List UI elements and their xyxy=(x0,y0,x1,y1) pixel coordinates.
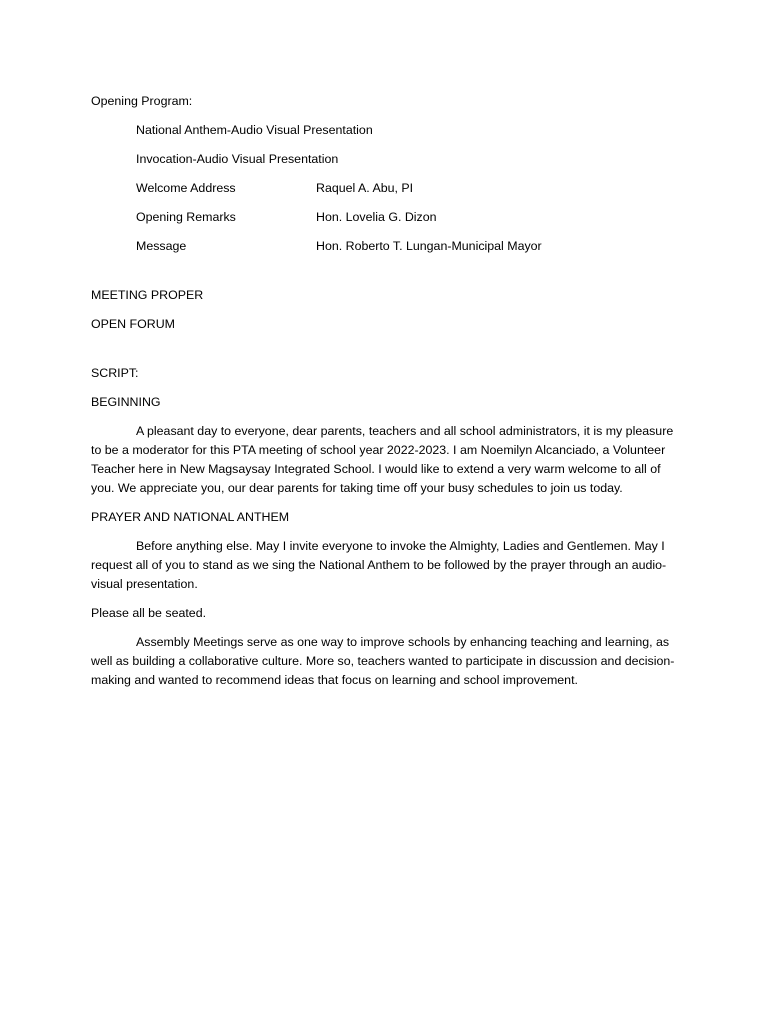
prayer-paragraph: Before anything else. May I invite everyone to invoke the Almighty, Ladies and Gentlemen. May I request all of you to stand as we sing the National Anthem to be followed by the prayer through an audio-visual presentation. xyxy=(91,539,667,591)
spacer xyxy=(91,334,681,354)
document-page xyxy=(91,92,681,690)
program-item-anthem: National Anthem-Audio Visual Presentation xyxy=(136,123,373,137)
spacer xyxy=(91,276,681,286)
program-item-invocation: Invocation-Audio Visual Presentation xyxy=(136,152,339,166)
program-item-label: Welcome Address xyxy=(136,181,236,195)
assembly-paragraph: Assembly Meetings serve as one way to improve schools by enhancing teaching and learning, as well as building a collaborative culture. More so, teachers wanted to participate in discussion and decision-making and wanted to recommend ideas that focus on learning and school improvement. xyxy=(91,635,675,687)
program-item-person: Raquel A. Abu, PI xyxy=(316,181,414,195)
spacer xyxy=(91,594,681,604)
program-row-message xyxy=(91,237,681,256)
beginning-heading: BEGINNING xyxy=(91,395,161,409)
spacer xyxy=(91,412,681,422)
program-item-label: Opening Remarks xyxy=(136,210,236,224)
program-item-person: Hon. Roberto T. Lungan-Municipal Mayor xyxy=(316,239,542,253)
program-row-welcome xyxy=(91,179,681,198)
meeting-proper-heading: MEETING PROPER xyxy=(91,288,204,302)
spacer xyxy=(91,111,681,121)
spacer xyxy=(91,140,681,150)
spacer xyxy=(91,527,681,537)
spacer xyxy=(91,354,681,364)
spacer xyxy=(91,198,681,208)
spacer xyxy=(91,623,681,633)
opening-program-heading: Opening Program: xyxy=(91,94,193,108)
program-item-person: Hon. Lovelia G. Dizon xyxy=(316,210,437,224)
program-row-remarks xyxy=(91,208,681,227)
spacer xyxy=(91,383,681,393)
open-forum-heading: OPEN FORUM xyxy=(91,317,175,331)
seated-line: Please all be seated. xyxy=(91,606,207,620)
beginning-paragraph: A pleasant day to everyone, dear parents, teachers and all school administrators, it is my pleasure to be a moderator for this PTA meeting of school year 2022-2023. I am Noemilyn Alcanciado, a Volunteer Teacher here in New Magsaysay Integrated School. I would like to extend a very warm welcome to all of you. We appreciate you, our dear parents for taking time off your busy schedules to join us today. xyxy=(91,424,674,495)
spacer xyxy=(91,305,681,315)
spacer xyxy=(91,227,681,237)
spacer xyxy=(91,498,681,508)
spacer xyxy=(91,169,681,179)
spacer xyxy=(91,256,681,276)
program-item-label: Message xyxy=(136,239,187,253)
script-heading: SCRIPT: xyxy=(91,366,139,380)
prayer-anthem-heading: PRAYER AND NATIONAL ANTHEM xyxy=(91,510,290,524)
